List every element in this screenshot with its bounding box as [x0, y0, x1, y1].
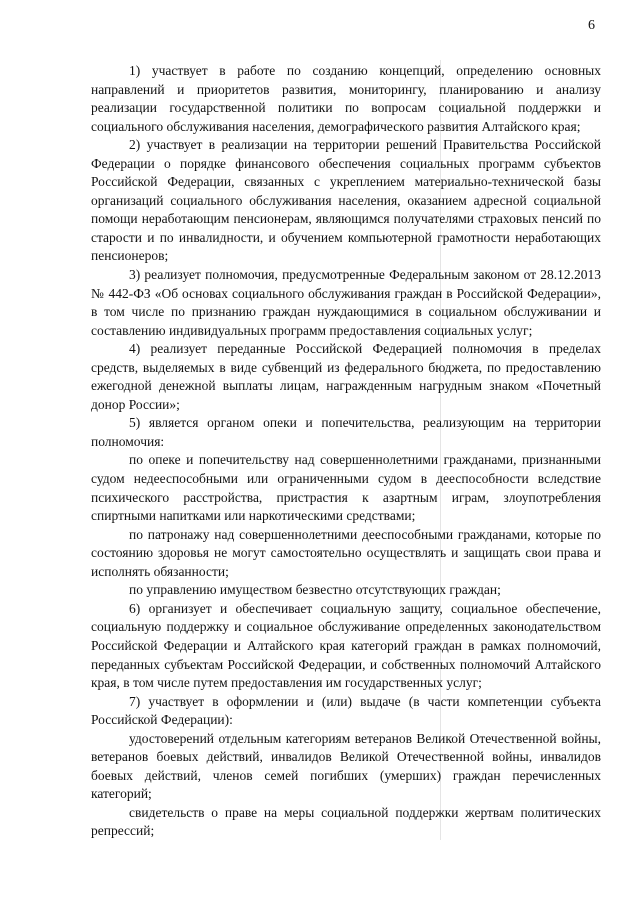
- paragraph: по управлению имуществом безвестно отсутствующих граждан;: [129, 582, 501, 598]
- paragraph: 5) является органом опеки и попечительства, реализующим на территории полномочия:: [91, 415, 601, 449]
- paragraph: 4) реализует переданные Российской Федерацией полномочия в пределах средств, выделяемых в виде субвенций из федерального бюджета, по предоставлению ежегодной денежной выплаты лицам, награжденным нагрудным знаком «Почетный донор России»;: [91, 341, 601, 412]
- page-number: 6: [588, 18, 595, 33]
- paragraph: 1) участвует в работе по созданию концепций, определению основных направлений и приоритетов развития, мониторингу, планированию и анализу реализации государственной политики по вопросам социальной поддержки и социального обслуживания населения, демографического развития Алтайского края;: [91, 63, 601, 134]
- paragraph: свидетельств о праве на меры социальной поддержки жертвам политических репрессий;: [91, 804, 601, 839]
- paragraph: 6) организует и обеспечивает социальную защиту, социальное обеспечение, социальную поддержку и социальное обслуживание определенных законодательством Российской Федерации и Алтайского края категорий граждан в рамках полномочий, переданных субъектам Российской Федерации, и собственных полномочий Алтайского края, в том числе путем предоставления им государственных услуг;: [91, 600, 601, 691]
- paragraph: 7) участвует в оформлении и (или) выдаче (в части компетенции субъекта Российской Федерации):: [91, 693, 601, 728]
- paragraph: по патронажу над совершеннолетними дееспособными гражданами, которые по состоянию здоровья не могут самостоятельно осуществлять и защищать свои права и исполнять обязанности;: [91, 526, 601, 579]
- paragraph: по опеке и попечительству над совершеннолетними гражданами, признанными судом недееспособными или ограниченными судом в дееспособности вследствие психического расстройства, пристрастия к азартным играм, злоупотребления спиртными напитками или наркотическими средствами;: [91, 452, 601, 524]
- paragraph: 2) участвует в реализации на территории решений Правительства Российской Федерации о порядке финансового обеспечения социальных программ субъектов Российской Федерации, связанных с укреплением материально-технической базы организаций социального обслуживания населения, оказанием адресной социальной помощи неработающим пенсионерам, являющимся получателями страховых пенсий по старости и по инвалидности, и обучением компьютерной грамотности неработающих пенсионеров;: [91, 137, 601, 264]
- document-body: [91, 62, 601, 841]
- paragraph: удостоверений отдельным категориям ветеранов Великой Отечественной войны, ветеранов боевых действий, инвалидов Великой Отечественной войны, инвалидов боевых действий, членов семей погибших (умерших) граждан перечисленных категорий;: [91, 730, 601, 802]
- paragraph: 3) реализует полномочия, предусмотренные Федеральным законом от 28.12.2013 № 442-ФЗ «Об основах социального обслуживания граждан в Российской Федерации», в том числе по признанию граждан нуждающимися в социальном обслуживании и составлению индивидуальных программ предоставления социальных услуг;: [91, 267, 601, 338]
